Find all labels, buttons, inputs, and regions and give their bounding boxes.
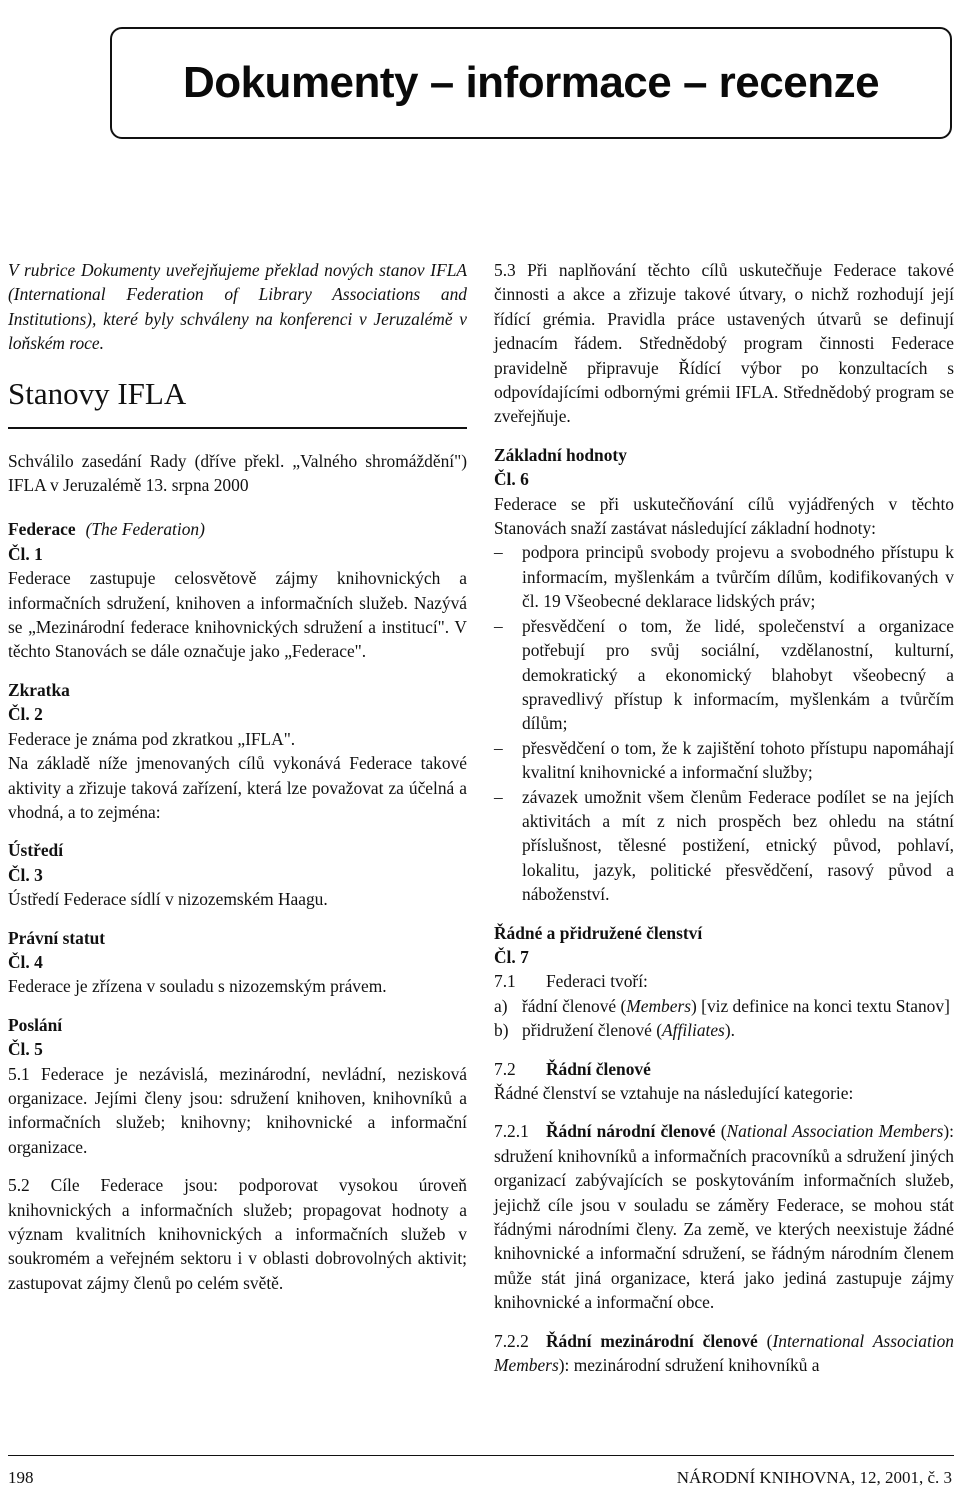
- page-number: 198: [8, 1468, 34, 1487]
- article-6-label: Čl. 6: [494, 469, 529, 490]
- values-list: [494, 540, 954, 906]
- article-2-text-2: Na základě níže jmenovaných cílů vykonává Federace takové aktivity a zřizuje taková zařízení, která lze považovat za účelná a vhodná, a to zejména:: [8, 753, 467, 822]
- list-marker: b): [494, 1020, 509, 1041]
- list-item: – přesvědčení o tom, že lidé, společenství a organizace potřebují pro svůj sociální, vzdělanostní, kulturní, demokratický a ekonomický blahobyt všeobecný a spravedlivý přístup k informacím, myšlenkám a tvůrčím dílům;: [494, 614, 954, 736]
- section-head-statut: Právní statut: [8, 927, 106, 948]
- article-3-label: Čl. 3: [8, 864, 43, 885]
- clause-number: 7.2.2: [494, 1330, 529, 1351]
- header-box: [110, 27, 952, 139]
- clause-heading: Řádní členové: [546, 1058, 651, 1079]
- approval-note: Schválilo zasedání Rady (dříve překl. „Valného shromáždění") IFLA v Jeruzalémě 13. srpna 2000: [8, 450, 467, 496]
- article-7-1: [494, 969, 954, 993]
- section-head-clenstvi: Řádné a přidružené členství: [494, 922, 703, 943]
- list-text-pre: přidružení členové (: [522, 1020, 663, 1041]
- list-item: – závazek umožnit všem členům Federace podílet se na jejích aktivitách a mít z nich prospěch bez ohledu na státní příslušnost, tělesné postižení, etnický původ, pohlaví, lokalitu, jazyk, politické přesvědčení, rasový původ a náboženství.: [494, 785, 954, 907]
- clause-text: ): mezinárodní sdružení knihovníků a: [558, 1355, 820, 1376]
- article-3-text: Ústředí Federace sídlí v nizozemském Haagu.: [8, 889, 328, 910]
- clause-text: ): sdružení knihovníků a informačních pracovníků a sdružení jiných organizací zabývajících se poskytováním informačních služeb, jejichž cíle jsou v souladu se záměry Federace, se mohou stát řádnými národními členy. Za země, ve kterých neexistuje žádné knihovnické a informační sdružení, se řádným národním členem může stát jiná organizace, která jako jediná zastupuje zájmy knihovnické a informační obce.: [494, 1121, 954, 1313]
- journal-citation: NÁRODNÍ KNIHOVNA, 12, 2001, č. 3: [676, 1468, 952, 1487]
- list-item: [494, 994, 954, 1018]
- list-marker: a): [494, 995, 508, 1016]
- list-text-post: ) [viz definice na konci textu Stanov]: [691, 995, 950, 1016]
- page-title: Dokumenty – informace – recenze: [182, 58, 880, 107]
- section-head-zkratka: Zkratka: [8, 679, 70, 700]
- article-7-2-1: 7.2.1 Řádní národní členové (National Association Members): sdružení knihovníků a informačních pracovníků a sdružení jiných organizací zabývajících se poskytováním informačních služeb, jejichž cíle jsou v souladu se záměry Federace, se mohou stát řádnými národními členy. Za země, ve kterých neexistuje žádné knihovnické a informační sdružení, se řádným národním členem může stát jiná organizace, která jako jediná zastupuje zájmy knihovnické a informační obce.: [494, 1121, 954, 1313]
- list-item: – přesvědčení o tom, že k zajištění tohoto přístupu napomáhají kvalitní knihovnické a informační služby;: [494, 736, 954, 785]
- section-head-poslani: Poslání: [8, 1014, 63, 1035]
- footer-divider: [8, 1455, 954, 1456]
- clause-number: 7.2: [494, 1058, 516, 1079]
- article-7-label: Čl. 7: [494, 946, 529, 967]
- section-head-federace: [8, 517, 467, 541]
- members-list: [494, 994, 954, 1043]
- article-4-text: Federace je zřízena v souladu s nizozemským právem.: [8, 976, 387, 997]
- section-head-ustredi: Ústředí: [8, 840, 64, 861]
- clause-heading: Řádní mezinárodní členové: [546, 1330, 758, 1351]
- article-4-label: Čl. 4: [8, 951, 43, 972]
- statute-title: Stanovy IFLA: [8, 374, 467, 429]
- left-column: [8, 258, 467, 1295]
- clause-number: 7.2.1: [494, 1121, 529, 1142]
- clause-paren-italic: International Association Members: [494, 1330, 954, 1376]
- article-1-text: Federace zastupuje celosvětově zájmy knihovnických a informačních sdružení, knihoven a informačních služeb. Nazývá se „Mezinárodní federace knihovnických sdružení a institucí". V těchto Stanovách se dále označuje jako „Federace".: [8, 568, 467, 662]
- article-6-text: Federace se při uskutečňování cílů vyjádřených v těchto Stanovách snaží zastávat následující základní hodnoty:: [494, 493, 954, 539]
- list-text-post: ).: [724, 1020, 735, 1041]
- clause-heading: Řádní národní členové: [546, 1121, 716, 1142]
- list-item: – podpora principů svobody projevu a svobodného přístupu k informacím, myšlenkám a tvůrčím dílům, kodifikovaných v čl. 19 Všeobecné deklarace lidských práv;: [494, 540, 954, 613]
- list-text-italic: Affiliates: [662, 1020, 725, 1041]
- article-5-1-text: 5.1 Federace je nezávislá, mezinárodní, nevládní, nezisková organizace. Jejími členy jsou: sdružení knihoven, knihovníků a informačních služeb; knihovny; knihovnické a informační organizace.: [8, 1063, 467, 1157]
- list-text-italic: Members: [626, 995, 692, 1016]
- article-5-3-text: 5.3 Při naplňování těchto cílů uskutečňuje Federace takové činnosti a akce a zřizuje takové útvary, o nichž rozhodují její řídící grémia. Pravidla práce ustavených útvarů se definují jednacím řádem. Střednědobý program činnosti Federace pravidelně připravuje Řídící výbor po konzultacích s odpovídajícími odbornými grémii IFLA. Střednědobý program se zveřejňuje.: [494, 260, 954, 427]
- list-item: [494, 1018, 954, 1042]
- section-head-hodnoty: Základní hodnoty: [494, 444, 627, 465]
- article-7-2-text: Řádné členství se vztahuje na následující kategorie:: [494, 1083, 854, 1103]
- article-5-label: Čl. 5: [8, 1039, 43, 1060]
- list-text-pre: řádní členové (: [522, 995, 627, 1016]
- article-7-2: [494, 1057, 954, 1081]
- section-head-text: Federace: [8, 519, 76, 540]
- clause-paren-italic: National Association Members: [726, 1121, 944, 1142]
- article-5-2-text: 5.2 Cíle Federace jsou: podporovat vysokou úroveň knihovnických a informačních služeb; propagovat hodnoty a význam kvalitních knihovnických a informačních služeb v soukromém a veřejném sektoru i v oblasti dobrovolných aktivit; zastupovat zájmy členů po celém světě.: [8, 1175, 467, 1293]
- intro-paragraph: V rubrice Dokumenty uveřejňujeme překlad nových stanov IFLA (International Federation of Library Associations and Institutions), které byly schváleny na konferenci v Jeruzalémě v loňském roce.: [8, 260, 467, 354]
- clause-number: 7.1: [494, 971, 516, 992]
- article-2-label: Čl. 2: [8, 704, 43, 725]
- right-column: [494, 258, 954, 1377]
- section-head-subtitle: (The Federation): [85, 519, 205, 540]
- clause-text: Federaci tvoří:: [546, 971, 648, 992]
- article-7-2-2: 7.2.2 Řádní mezinárodní členové (International Association Members): mezinárodní sdružení knihovníků a: [494, 1330, 954, 1376]
- article-1-label: Čl. 1: [8, 543, 43, 564]
- article-2-text-1: Federace je známa pod zkratkou „IFLA".: [8, 728, 296, 749]
